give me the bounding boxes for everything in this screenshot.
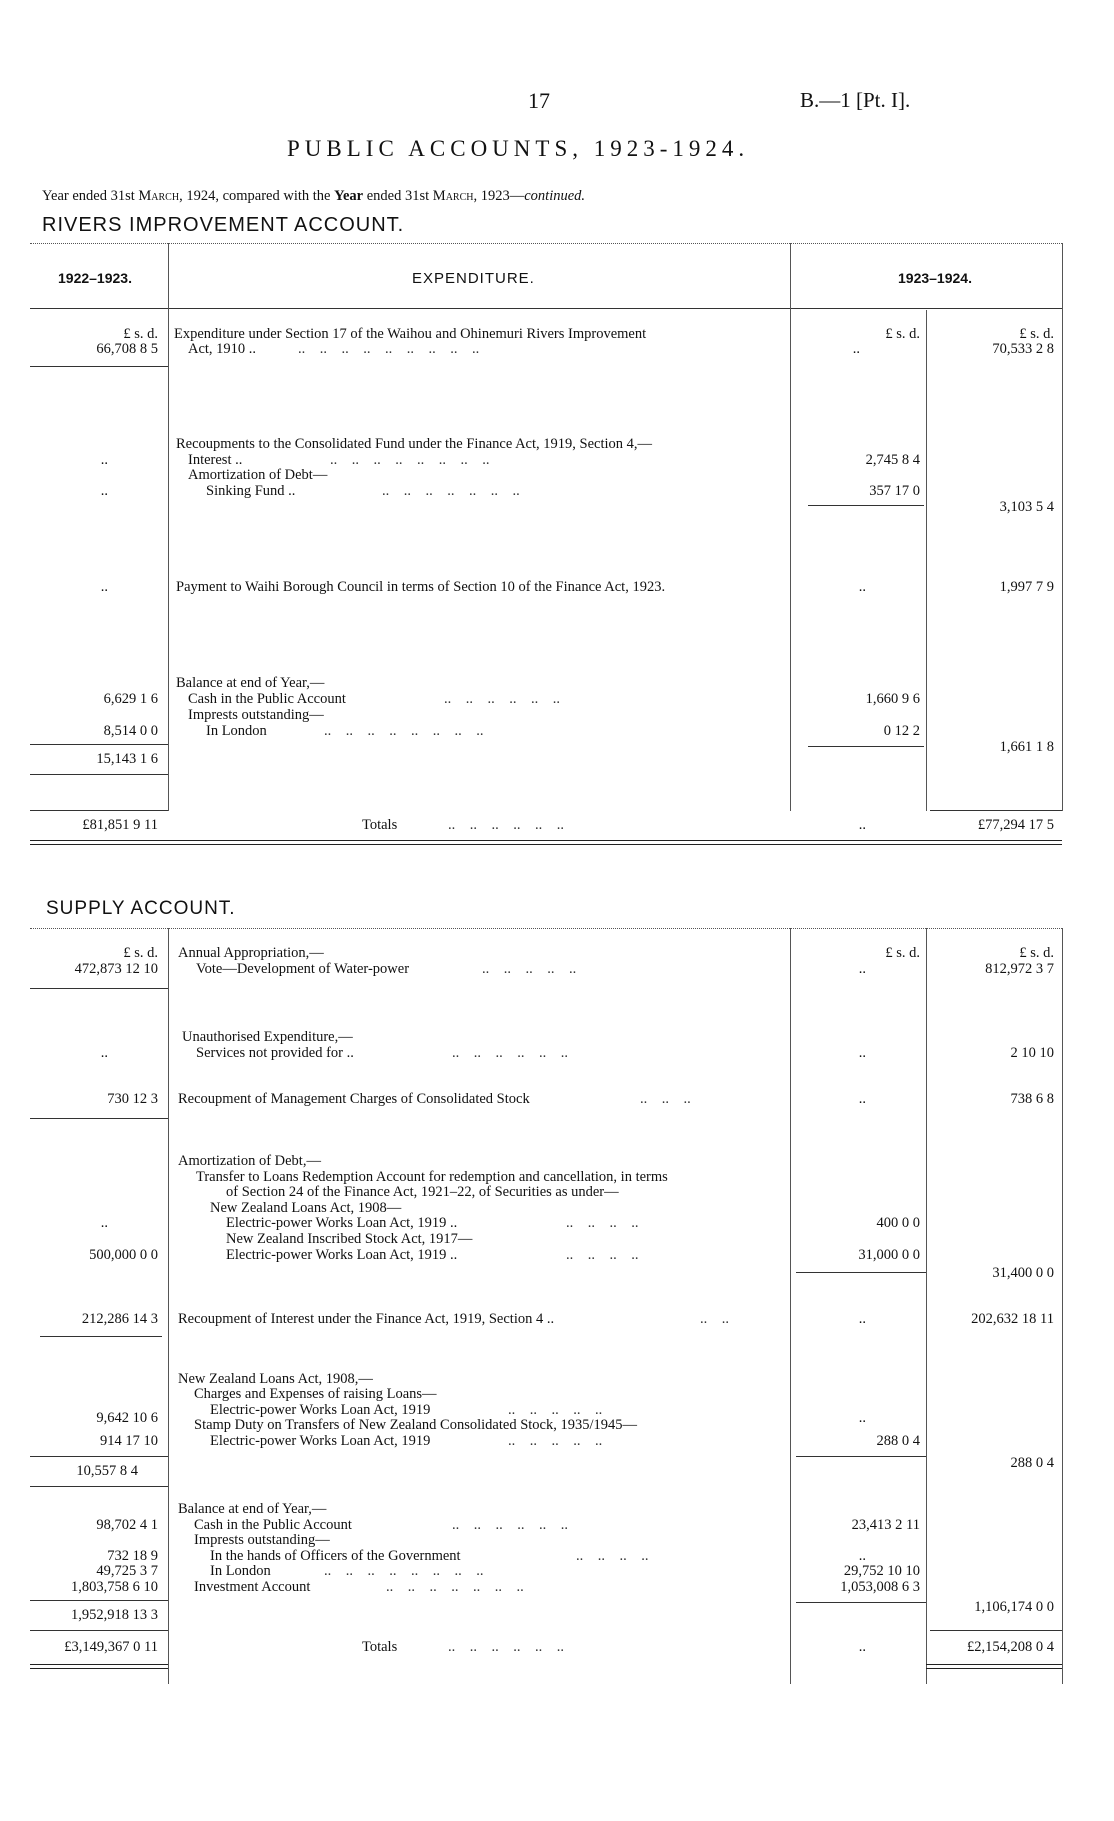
rivers-col-1923: 1923–1924. — [898, 270, 972, 286]
supply-c-text: Recoupment of Management Charges of Consolidated Stock — [178, 1091, 530, 1107]
page-subtitle — [42, 188, 585, 205]
supply-account-heading: SUPPLY ACCOUNT. — [46, 898, 236, 919]
rivers-divider-3 — [926, 310, 927, 811]
supply-g-text-4: In the hands of Officers of the Government — [210, 1548, 461, 1564]
rivers-r2-subtotal-rule — [808, 505, 924, 506]
supply-g-text-3: Imprests outstanding— — [194, 1532, 330, 1548]
supply-f-text-4: Stamp Duty on Transfers of New Zealand Consolidated Stock, 1935/1945— — [194, 1417, 638, 1433]
supply-b-text-2: Services not provided for .. — [196, 1045, 354, 1061]
supply-f-left-2: 914 17 10 — [100, 1433, 158, 1449]
supply-f-text-5: Electric-power Works Loan Act, 1919 — [210, 1433, 431, 1449]
rivers-r4-left-3: 15,143 1 6 — [96, 751, 158, 767]
subtitle-year: Year — [334, 188, 364, 204]
supply-totals-label: Totals — [362, 1639, 398, 1655]
supply-d-text-4: New Zealand Loans Act, 1908— — [210, 1200, 402, 1216]
rivers-r3-left: .. — [100, 579, 108, 595]
supply-f-c1b: 288 0 4 — [876, 1433, 920, 1449]
subtitle-month-2: March — [432, 188, 474, 204]
supply-g-leader-4: .. .. .. .. .. .. .. — [386, 1579, 524, 1595]
rivers-totals-top-rule-2 — [930, 810, 1062, 811]
rivers-r4-left-1: 6,629 1 6 — [103, 691, 158, 707]
supply-g-left-5: 1,952,918 13 3 — [71, 1607, 158, 1623]
rivers-total-c2: £77,294 17 5 — [977, 817, 1054, 833]
subtitle-mid: , 1924, compared with the — [179, 188, 335, 204]
supply-b-text-1: Unauthorised Expenditure,— — [182, 1029, 353, 1045]
supply-g-left-3: 49,725 3 7 — [96, 1563, 158, 1579]
supply-d-text-3: of Section 24 of the Finance Act, 1921–22, of Securities as under— — [226, 1184, 619, 1200]
rivers-total-c1: .. — [858, 817, 866, 833]
supply-g-subtotal-rule — [796, 1602, 926, 1603]
rivers-r2-text-4: Sinking Fund .. — [206, 483, 296, 499]
supply-d-text-7: Electric-power Works Loan Act, 1919 .. — [226, 1247, 458, 1263]
supply-f-c1a: .. — [858, 1410, 866, 1426]
supply-f-text-3: Electric-power Works Loan Act, 1919 — [210, 1402, 431, 1418]
rivers-r4-leader-1: .. .. .. .. .. .. — [444, 691, 560, 707]
rivers-r2-c1a: 2,745 8 4 — [865, 452, 920, 468]
supply-d-subtotal-rule — [796, 1272, 926, 1273]
supply-d-c2: 31,400 0 0 — [992, 1265, 1054, 1281]
supply-d-leader-1: .. .. .. .. — [566, 1215, 639, 1231]
supply-g-left-4: 1,803,758 6 10 — [71, 1579, 158, 1595]
supply-d-c1b: 31,000 0 0 — [858, 1247, 920, 1263]
supply-g-text-6: Investment Account — [194, 1579, 311, 1595]
supply-e-c1: .. — [858, 1311, 866, 1327]
rivers-r4-leader-2: .. .. .. .. .. .. .. .. — [324, 723, 484, 739]
subtitle-month-1: March — [138, 188, 180, 204]
supply-g-c1c: 29,752 10 10 — [843, 1563, 920, 1579]
supply-b-left: .. — [100, 1045, 108, 1061]
supply-e-c2: 202,632 18 11 — [971, 1311, 1054, 1327]
rivers-col-expenditure: EXPENDITURE. — [412, 270, 535, 287]
rivers-totals-top-rule — [30, 810, 168, 811]
supply-g-text-2: Cash in the Public Account — [194, 1517, 352, 1533]
rivers-r1-text-1: Expenditure under Section 17 of the Waihou and Ohinemuri Rivers Improvement — [174, 326, 647, 342]
supply-g-left-2: 732 18 9 — [107, 1548, 158, 1564]
supply-g-c1d: 1,053,008 6 3 — [840, 1579, 920, 1595]
page-title: PUBLIC ACCOUNTS, 1923-1924. — [287, 136, 750, 161]
supply-a-c2: 812,972 3 7 — [985, 961, 1054, 977]
supply-f-text-2: Charges and Expenses of raising Loans— — [194, 1386, 437, 1402]
supply-c-c2: 738 6 8 — [1010, 1091, 1054, 1107]
rivers-r4-c2: 1,661 1 8 — [999, 739, 1054, 755]
rivers-r1-c1: .. — [852, 341, 860, 357]
rivers-r4-left-2: 8,514 0 0 — [103, 723, 158, 739]
rivers-r4-subtotal-rule — [808, 746, 924, 747]
supply-divider-3 — [926, 928, 927, 1684]
supply-lsd-left: £ s. d. — [123, 945, 158, 961]
rivers-r2-text-3: Amortization of Debt— — [188, 467, 328, 483]
supply-g-c2: 1,106,174 0 0 — [974, 1599, 1054, 1615]
supply-g-left-rule — [30, 1600, 168, 1601]
supply-a-left-rule — [30, 988, 168, 989]
rivers-r2-leader-2: .. .. .. .. .. .. .. — [382, 483, 520, 499]
supply-e-leader: .. .. — [700, 1311, 729, 1327]
supply-f-leader-2: .. .. .. .. .. — [508, 1433, 603, 1449]
rivers-r1-leader: .. .. .. .. .. .. .. .. .. — [298, 341, 480, 357]
rivers-r3-c1: .. — [858, 579, 866, 595]
rivers-total-left: £81,851 9 11 — [82, 817, 158, 833]
document-reference: B.—1 [Pt. I]. — [800, 88, 911, 112]
rivers-r1-left: 66,708 8 5 — [96, 341, 158, 357]
rivers-header-rule — [30, 308, 1062, 309]
rivers-r4-text-1: Balance at end of Year,— — [176, 675, 325, 691]
rivers-r4-text-4: In London — [206, 723, 267, 739]
rivers-top-rule — [30, 243, 1062, 244]
supply-divider-1 — [168, 928, 169, 1684]
subtitle-post: , 1923— — [473, 188, 525, 204]
rivers-totals-leader: .. .. .. .. .. .. — [448, 817, 564, 833]
supply-a-left: 472,873 12 10 — [74, 961, 158, 977]
rivers-divider-right — [1062, 243, 1063, 811]
supply-d-left-1: .. — [100, 1215, 108, 1231]
supply-d-leader-2: .. .. .. .. — [566, 1247, 639, 1263]
supply-e-text: Recoupment of Interest under the Finance Act, 1919, Section 4 .. — [178, 1311, 555, 1327]
rivers-r2-c1b: 357 17 0 — [869, 483, 920, 499]
rivers-r2-c2: 3,103 5 4 — [999, 499, 1054, 515]
supply-c-left-rule — [30, 1118, 168, 1119]
rivers-r4-c1b: 0 12 2 — [883, 723, 920, 739]
rivers-r4-left-rule-2 — [30, 774, 168, 775]
supply-f-left-rule — [30, 1456, 168, 1457]
supply-divider-right — [1062, 928, 1063, 1684]
rivers-lsd-c2: £ s. d. — [1019, 326, 1054, 342]
subtitle-pre: Year ended 31st — [42, 188, 139, 204]
supply-g-leader-1: .. .. .. .. .. .. — [452, 1517, 568, 1533]
supply-f-c2: 288 0 4 — [1010, 1455, 1054, 1471]
supply-g-c1b: .. — [858, 1548, 866, 1564]
rivers-r2-left-2: .. — [100, 483, 108, 499]
supply-total-left: £3,149,367 0 11 — [64, 1639, 158, 1655]
supply-totals-top-rule — [930, 1630, 1062, 1631]
supply-total-c2: £2,154,208 0 4 — [967, 1639, 1054, 1655]
supply-a-leader: .. .. .. .. .. — [482, 961, 577, 977]
rivers-r2-text-2: Interest .. — [188, 452, 243, 468]
supply-f-text-1: New Zealand Loans Act, 1908,— — [178, 1371, 373, 1387]
supply-f-leader-1: .. .. .. .. .. — [508, 1402, 603, 1418]
supply-g-leader-3: .. .. .. .. .. .. .. .. — [324, 1563, 484, 1579]
rivers-r4-text-3: Imprests outstanding— — [188, 707, 324, 723]
supply-d-text-6: New Zealand Inscribed Stock Act, 1917— — [226, 1231, 473, 1247]
rivers-r2-leader-1: .. .. .. .. .. .. .. .. — [330, 452, 490, 468]
supply-c-left: 730 12 3 — [107, 1091, 158, 1107]
rivers-r3-c2: 1,997 7 9 — [999, 579, 1054, 595]
supply-c-leader: .. .. .. — [640, 1091, 691, 1107]
supply-g-leader-2: .. .. .. .. — [576, 1548, 649, 1564]
page-number: 17 — [528, 88, 550, 113]
supply-a-text-2: Vote—Development of Water-power — [196, 961, 410, 977]
supply-total-c1: .. — [858, 1639, 866, 1655]
rivers-lsd-c1: £ s. d. — [885, 326, 920, 342]
supply-lsd-c2: £ s. d. — [1019, 945, 1054, 961]
rivers-totals-label: Totals — [362, 817, 398, 833]
subtitle-mid-2: ended 31st — [363, 188, 433, 204]
supply-f-left-1: 9,642 10 6 — [96, 1410, 158, 1426]
supply-top-rule — [30, 928, 1062, 929]
rivers-r4-text-2: Cash in the Public Account — [188, 691, 346, 707]
supply-f-left-3: 10,557 8 4 — [76, 1463, 138, 1479]
supply-d-text-5: Electric-power Works Loan Act, 1919 .. — [226, 1215, 458, 1231]
rivers-totals-double-rule — [30, 840, 1062, 845]
supply-lsd-c1: £ s. d. — [885, 945, 920, 961]
rivers-r3-text: Payment to Waihi Borough Council in terms of Section 10 of the Finance Act, 1923. — [176, 579, 666, 595]
supply-g-text-5: In London — [210, 1563, 271, 1579]
supply-divider-2 — [790, 928, 791, 1684]
rivers-r4-c1a: 1,660 9 6 — [865, 691, 920, 707]
rivers-r1-text-2: Act, 1910 .. — [188, 341, 257, 357]
supply-totals-double-rule-left — [30, 1664, 168, 1669]
rivers-r1-c2: 70,533 2 8 — [992, 341, 1054, 357]
supply-d-text-1: Amortization of Debt,— — [178, 1153, 321, 1169]
supply-g-left-rule-2 — [30, 1630, 168, 1631]
supply-e-left: 212,286 14 3 — [81, 1311, 158, 1327]
rivers-r1-left-rule — [30, 366, 168, 367]
supply-totals-leader: .. .. .. .. .. .. — [448, 1639, 564, 1655]
rivers-r2-text-1: Recoupments to the Consolidated Fund under the Finance Act, 1919, Section 4,— — [176, 436, 653, 452]
supply-b-leader: .. .. .. .. .. .. — [452, 1045, 568, 1061]
rivers-r2-left-1: .. — [100, 452, 108, 468]
supply-totals-double-rule-right — [926, 1664, 1062, 1669]
supply-b-c2: 2 10 10 — [1010, 1045, 1054, 1061]
supply-d-text-2: Transfer to Loans Redemption Account for redemption and cancellation, in terms — [196, 1169, 668, 1185]
rivers-divider-1 — [168, 243, 169, 811]
supply-a-text-1: Annual Appropriation,— — [178, 945, 324, 961]
subtitle-continued: continued. — [524, 188, 586, 204]
supply-g-text-1: Balance at end of Year,— — [178, 1501, 327, 1517]
supply-e-left-rule — [40, 1336, 162, 1337]
rivers-r4-left-rule — [30, 744, 168, 745]
rivers-account-heading: RIVERS IMPROVEMENT ACCOUNT. — [42, 214, 405, 236]
supply-c-c1: .. — [858, 1091, 866, 1107]
supply-g-left-1: 98,702 4 1 — [96, 1517, 158, 1533]
supply-b-c1: .. — [858, 1045, 866, 1061]
supply-d-c1a: 400 0 0 — [876, 1215, 920, 1231]
rivers-divider-2 — [790, 243, 791, 811]
supply-g-c1a: 23,413 2 11 — [851, 1517, 920, 1533]
supply-d-left-2: 500,000 0 0 — [89, 1247, 158, 1263]
supply-f-subtotal-rule — [796, 1456, 926, 1457]
rivers-lsd-left: £ s. d. — [123, 326, 158, 342]
supply-f-left-rule-2 — [30, 1486, 168, 1487]
rivers-col-1922: 1922–1923. — [58, 270, 132, 286]
supply-a-c1: .. — [858, 961, 866, 977]
